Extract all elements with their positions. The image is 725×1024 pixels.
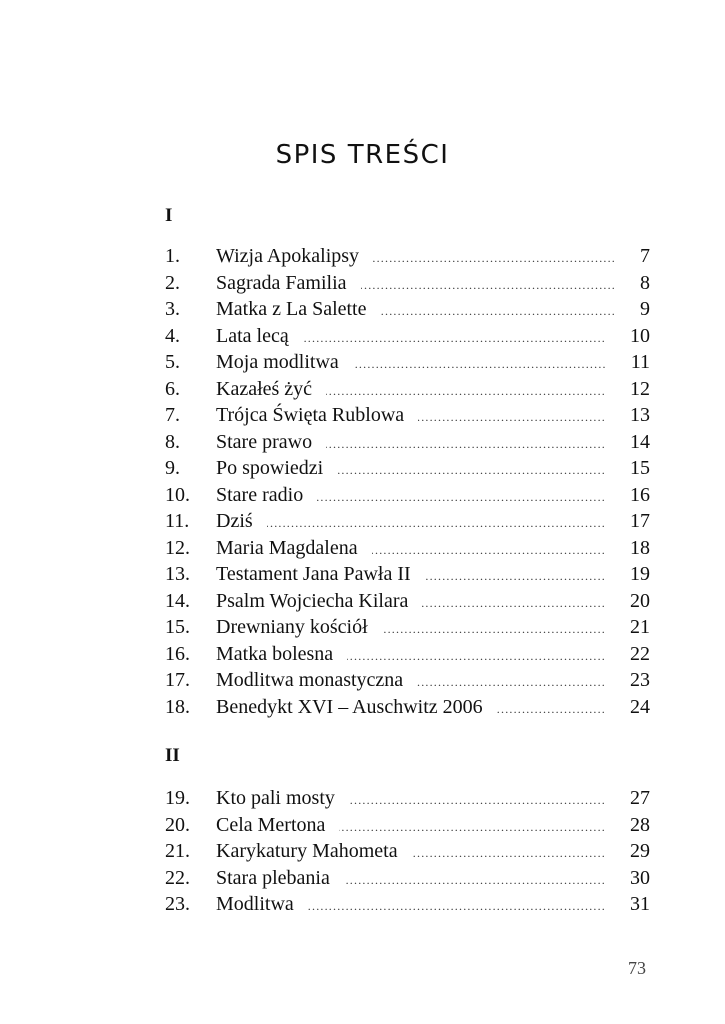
toc-entry-page: 13 bbox=[630, 404, 650, 426]
toc-entry-page: 19 bbox=[630, 563, 650, 585]
toc-dot-leader bbox=[303, 325, 606, 352]
toc-entry bbox=[165, 349, 650, 376]
toc-entry-title: Maria Magdalena bbox=[216, 536, 358, 559]
toc-entry-title: Benedykt XVI – Auschwitz 2006 bbox=[216, 695, 483, 718]
toc-entry-title: Modlitwa bbox=[216, 893, 294, 915]
toc-dot-leader bbox=[326, 431, 606, 458]
toc-dot-leader bbox=[353, 351, 607, 378]
toc-entry-page: 8 bbox=[640, 271, 650, 294]
toc-entry-page: 9 bbox=[640, 298, 650, 320]
section-heading-2: II bbox=[165, 745, 180, 766]
toc-entry-title: Matka z La Salette bbox=[216, 298, 367, 320]
toc-entry-title: Karykatury Mahometa bbox=[216, 840, 398, 862]
toc-entry bbox=[165, 588, 650, 615]
toc-entry bbox=[165, 402, 650, 429]
toc-entry-number: 21. bbox=[165, 840, 190, 862]
toc-entry-title: Kazałeś żyć bbox=[216, 377, 313, 400]
toc-entry-number: 15. bbox=[165, 616, 190, 638]
toc-entry-page: 7 bbox=[640, 245, 650, 267]
toc-entry bbox=[165, 508, 650, 535]
toc-entry bbox=[165, 891, 650, 918]
toc-entry bbox=[165, 667, 650, 694]
toc-dot-leader bbox=[497, 696, 606, 723]
toc-entry-number: 6. bbox=[165, 377, 180, 400]
toc-entry bbox=[165, 270, 650, 297]
toc-entry-title: Modlitwa monastyczna bbox=[216, 669, 404, 691]
toc-entry bbox=[165, 694, 650, 721]
toc-entry bbox=[165, 614, 650, 641]
toc-dot-leader bbox=[339, 814, 606, 841]
toc-entry-page: 16 bbox=[630, 483, 650, 506]
toc-dot-leader bbox=[347, 643, 606, 670]
toc-entry-page: 11 bbox=[630, 351, 650, 373]
toc-entry-page: 29 bbox=[630, 840, 650, 862]
toc-entry-number: 23. bbox=[165, 893, 190, 915]
toc-list-section-2 bbox=[165, 785, 650, 918]
toc-entry-number: 4. bbox=[165, 324, 180, 347]
toc-entry-number: 9. bbox=[165, 457, 180, 479]
toc-dot-leader bbox=[308, 893, 606, 920]
toc-entry-number: 1. bbox=[165, 245, 180, 267]
toc-entry-page: 17 bbox=[630, 510, 650, 532]
toc-entry-title: Stara plebania bbox=[216, 866, 330, 889]
toc-entry-number: 12. bbox=[165, 536, 190, 559]
toc-entry-number: 10. bbox=[165, 483, 190, 506]
toc-dot-leader bbox=[418, 404, 606, 431]
toc-entry-page: 23 bbox=[630, 669, 650, 691]
toc-entry bbox=[165, 482, 650, 509]
toc-entry-page: 12 bbox=[630, 377, 650, 400]
toc-entry-page: 14 bbox=[630, 430, 650, 453]
toc-entry-title: Po spowiedzi bbox=[216, 457, 324, 479]
toc-entry-title: Matka bolesna bbox=[216, 642, 334, 665]
toc-entry-number: 2. bbox=[165, 271, 180, 294]
toc-dot-leader bbox=[326, 378, 606, 405]
section-heading-1: I bbox=[165, 205, 173, 226]
toc-entry-title: Psalm Wojciecha Kilara bbox=[216, 589, 409, 612]
toc-entry bbox=[165, 535, 650, 562]
toc-entry bbox=[165, 429, 650, 456]
toc-entry-page: 27 bbox=[630, 787, 650, 809]
toc-dot-leader bbox=[412, 840, 606, 867]
toc-dot-leader bbox=[382, 616, 606, 643]
toc-entry bbox=[165, 812, 650, 839]
toc-entry bbox=[165, 455, 650, 482]
toc-entry bbox=[165, 296, 650, 323]
toc-entry-number: 5. bbox=[165, 351, 180, 373]
toc-dot-leader bbox=[417, 669, 606, 696]
toc-dot-leader bbox=[349, 787, 606, 814]
toc-dot-leader bbox=[317, 484, 606, 511]
toc-entry-title: Moja modlitwa bbox=[216, 351, 339, 373]
toc-entry-number: 16. bbox=[165, 642, 190, 665]
toc-entry-title: Testament Jana Pawła II bbox=[216, 563, 411, 585]
toc-entry bbox=[165, 376, 650, 403]
toc-entry-page: 28 bbox=[630, 813, 650, 836]
toc-entry bbox=[165, 561, 650, 588]
toc-entry bbox=[165, 838, 650, 865]
toc-entry bbox=[165, 865, 650, 892]
toc-entry-number: 17. bbox=[165, 669, 190, 691]
toc-entry-number: 8. bbox=[165, 430, 180, 453]
toc-entry-title: Dziś bbox=[216, 510, 253, 532]
toc-entry-number: 18. bbox=[165, 695, 190, 718]
toc-entry-page: 20 bbox=[630, 589, 650, 612]
toc-entry-page: 10 bbox=[630, 324, 650, 347]
toc-entry-number: 11. bbox=[165, 510, 190, 532]
toc-dot-leader bbox=[337, 457, 606, 484]
toc-entry bbox=[165, 785, 650, 812]
toc-entry-title: Trójca Święta Rublowa bbox=[216, 404, 405, 426]
toc-entry-page: 21 bbox=[630, 616, 650, 638]
toc-entry-page: 24 bbox=[630, 695, 650, 718]
toc-dot-leader bbox=[267, 510, 606, 537]
toc-dot-leader bbox=[425, 563, 606, 590]
toc-entry-number: 3. bbox=[165, 298, 180, 320]
page-number: 73 bbox=[628, 958, 646, 978]
toc-dot-leader bbox=[361, 272, 616, 299]
toc-dot-leader bbox=[422, 590, 606, 617]
toc-entry-page: 15 bbox=[630, 457, 650, 479]
toc-entry-title: Cela Mertona bbox=[216, 813, 326, 836]
toc-entry bbox=[165, 323, 650, 350]
toc-dot-leader bbox=[373, 245, 616, 272]
toc-entry-number: 19. bbox=[165, 787, 190, 809]
toc-entry-page: 22 bbox=[630, 642, 650, 665]
toc-dot-leader bbox=[344, 867, 606, 894]
toc-dot-leader bbox=[372, 537, 606, 564]
toc-entry-title: Wizja Apokalipsy bbox=[216, 245, 360, 267]
toc-entry bbox=[165, 243, 650, 270]
toc-entry-page: 30 bbox=[630, 866, 650, 889]
page-title: SPIS TREŚCI bbox=[275, 140, 450, 170]
toc-entry bbox=[165, 641, 650, 668]
toc-entry-number: 20. bbox=[165, 813, 190, 836]
toc-entry-title: Sagrada Familia bbox=[216, 271, 347, 294]
toc-entry-title: Stare prawo bbox=[216, 430, 313, 453]
toc-entry-number: 22. bbox=[165, 866, 190, 889]
toc-entry-number: 13. bbox=[165, 563, 190, 585]
toc-entry-title: Kto pali mosty bbox=[216, 787, 335, 809]
toc-entry-number: 7. bbox=[165, 404, 180, 426]
toc-entry-title: Stare radio bbox=[216, 483, 304, 506]
toc-entry-page: 31 bbox=[630, 893, 650, 915]
toc-entry-number: 14. bbox=[165, 589, 190, 612]
toc-entry-title: Lata lecą bbox=[216, 324, 289, 347]
toc-list-section-1 bbox=[165, 243, 650, 720]
toc-dot-leader bbox=[381, 298, 617, 325]
toc-entry-title: Drewniany kościół bbox=[216, 616, 368, 638]
toc-entry-page: 18 bbox=[630, 536, 650, 559]
